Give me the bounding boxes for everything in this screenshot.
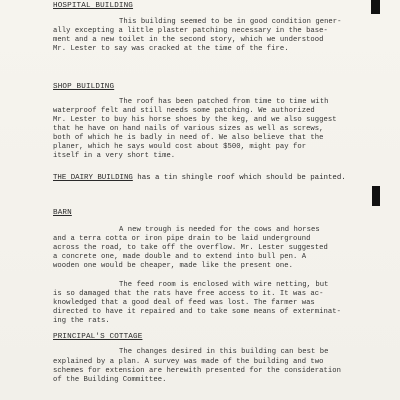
barn-heading: BARN (53, 209, 72, 217)
cottage-line-1: The changes desired in this building can best be (119, 348, 329, 356)
scan-edge-mark-top (371, 0, 380, 14)
barn-para2-line-5: ing the rats. (53, 317, 110, 325)
barn-para1-line-1: A new trough is needed for the cows and horses (119, 226, 320, 234)
shop-line-7: itself in a very short time. (53, 152, 176, 160)
cottage-line-2: explained by a plan. A survey was made of the building and two (53, 358, 324, 366)
barn-para1-line-2: and a terra cotta or iron pipe drain to be laid underground (53, 235, 311, 243)
hospital-line-4: Mr. Lester to say was cracked at the time of the fire. (53, 45, 289, 53)
barn-para1-line-5: wooden one would be cheaper, made like the present one. (53, 262, 293, 270)
dairy-heading: THE DAIRY BUILDING (53, 174, 133, 182)
hospital-heading: HOSPITAL BUILDING (53, 2, 134, 10)
shop-line-5: both of which he is badly in need of. We also believe that the (53, 134, 324, 142)
hospital-line-1: This building seemed to be in good condition gener- (119, 18, 342, 26)
scan-edge-mark-middle (372, 186, 380, 206)
shop-line-1: The roof has been patched from time to time with (119, 98, 329, 106)
cottage-line-3: schemes for extension are herewith presented for the consideration (53, 367, 341, 375)
shop-line-6: planer, which he says would cost about $500, might pay for (53, 143, 307, 151)
dairy-paragraph (53, 174, 346, 183)
barn-para2-line-2: is so damaged that the rats have free access to it. It was ac- (53, 290, 324, 298)
dairy-text: has a tin shingle roof which should be painted. (132, 174, 346, 182)
barn-para2-line-4: directed to have it repaired and to take some means of exterminat- (53, 308, 341, 316)
cottage-heading: PRINCIPAL'S COTTAGE (53, 333, 143, 341)
cottage-line-4: of the Building Committee. (53, 376, 167, 384)
hospital-line-2: ally excepting a little plaster patching necessary in the base- (53, 27, 328, 35)
shop-line-4: that he have on hand nails of various sizes as well as screws, (53, 125, 324, 133)
shop-line-3: Mr. Lester to buy his horse shoes by the keg, and we also suggest (53, 116, 337, 124)
barn-para2-line-1: The feed room is enclosed with wire netting, but (119, 281, 329, 289)
shop-line-2: waterproof felt and still needs some patching. We authorized (53, 107, 315, 115)
barn-para2-line-3: knowledged that a good deal of feed was lost. The farmer was (53, 299, 315, 307)
barn-para1-line-4: a concrete one, made double and to extend into bull pen. A (53, 253, 307, 261)
shop-heading: SHOP BUILDING (53, 83, 115, 91)
barn-para1-line-3: across the road, to take off the overflow. Mr. Lester suggested (53, 244, 328, 252)
hospital-line-3: ment and a new toilet in the second story, which we understood (53, 36, 324, 44)
